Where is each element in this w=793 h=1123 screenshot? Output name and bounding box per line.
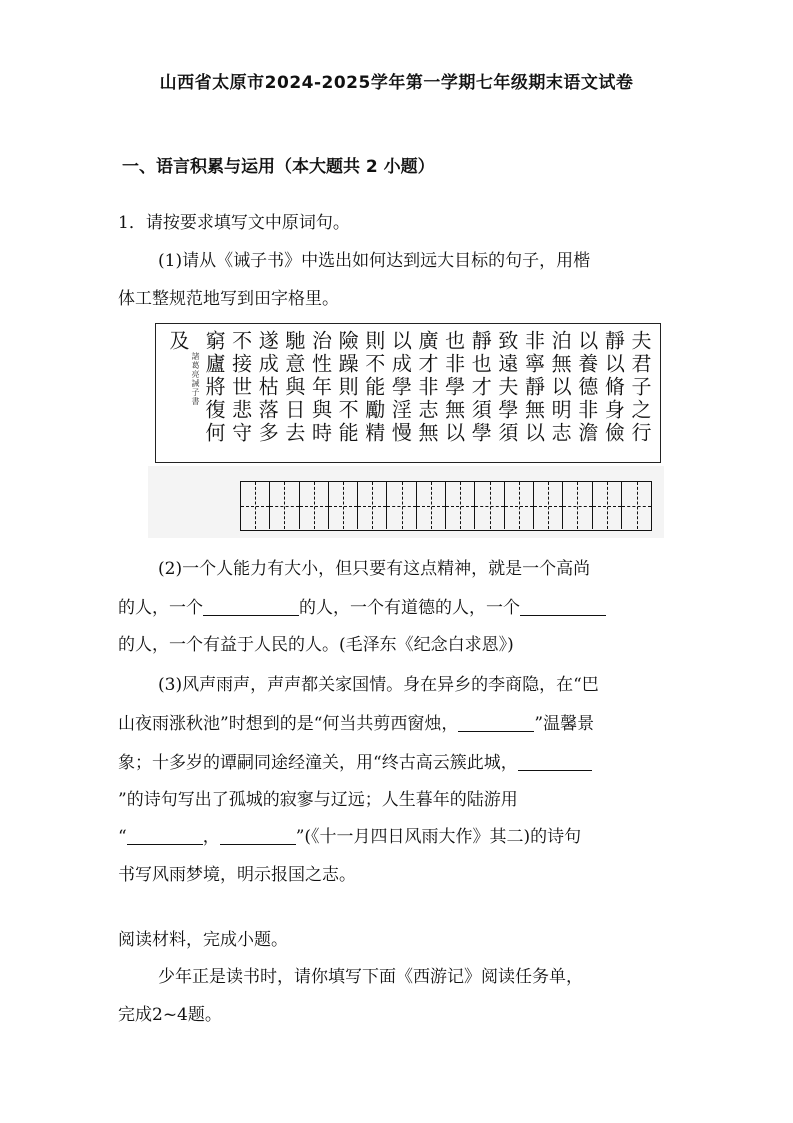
calligraphy-column: 致遠夫學須 [494, 330, 519, 445]
tianzige-grid[interactable] [240, 481, 652, 531]
text-segment: ， [202, 827, 220, 847]
grid-cell[interactable] [358, 482, 387, 529]
grid-cell[interactable] [241, 482, 270, 529]
calligraphy-image [155, 323, 661, 463]
answer-blank-6[interactable] [220, 826, 296, 845]
calligraphy-column: 非寧靜無以 [521, 330, 546, 445]
calligraphy-column: 不接世悲守 [228, 330, 253, 445]
grid-cell[interactable] [505, 482, 534, 529]
calligraphy-last-char: 及 [166, 330, 190, 353]
grid-cell[interactable] [329, 482, 358, 529]
subquestion-2-line1: (2)一个人能力有大小，但只要有这点精神，就是一个高尚 [158, 559, 591, 579]
text-segment: 的人，一个 [118, 598, 203, 618]
calligraphy-column: 靜以脩身儉 [601, 330, 626, 445]
calligraphy-column: 馳意與日去 [281, 330, 306, 445]
text-segment: 山夜雨涨秋池”时想到的是“何当共剪西窗烛， [118, 714, 459, 734]
calligraphy-column: 則不能勵精 [361, 330, 386, 445]
subquestion-1-line1: (1)请从《诫子书》中选出如何达到远大目标的句子，用楷 [158, 251, 591, 271]
calligraphy-column: 也非學無以 [441, 330, 466, 445]
reading-line2: 完成2~4题。 [118, 1005, 222, 1025]
grid-cell[interactable] [593, 482, 622, 529]
answer-blank-4[interactable] [518, 752, 592, 771]
calligraphy-column: 靜也才須學 [468, 330, 493, 445]
subquestion-3-line5 [118, 822, 581, 847]
subquestion-3-line1: (3)风声雨声，声声都关家国情。身在异乡的李商隐，在“巴 [158, 675, 599, 695]
answer-blank-5[interactable] [127, 826, 203, 845]
section-heading: 一、语言积累与运用（本大题共 2 小题） [122, 157, 435, 177]
grid-cell[interactable] [622, 482, 651, 529]
text-segment: 的人，一个有道德的人，一个 [299, 598, 520, 618]
calligraphy-column: 夫君子之行 [628, 330, 652, 445]
text-segment: 象；十多岁的谭嗣同途经潼关，用“终古高云簇此城， [118, 753, 518, 773]
subquestion-3-line2 [118, 709, 594, 734]
text-segment: “ [118, 827, 127, 847]
grid-cell[interactable] [417, 482, 446, 529]
text-segment: ”(《十一月四日风雨大作》其二)的诗句 [295, 827, 582, 847]
calligraphy-column: 以養德非澹 [574, 330, 599, 445]
subquestion-2-line3: 的人，一个有益于人民的人。(毛泽东《纪念白求恩》) [118, 635, 514, 655]
answer-blank-1[interactable] [203, 597, 299, 616]
answer-blank-3[interactable] [458, 713, 534, 732]
subquestion-3-line4: ”的诗句写出了孤城的寂寥与辽远；人生暮年的陆游用 [118, 790, 518, 810]
page-title: 山西省太原市2024-2025学年第一学期七年级期末语文试卷 [159, 73, 634, 93]
grid-cell[interactable] [563, 482, 592, 529]
calligraphy-column: 泊無以明志 [548, 330, 573, 445]
subquestion-2-line2 [118, 593, 606, 618]
calligraphy-column: 治性年與時 [308, 330, 333, 445]
grid-cell[interactable] [534, 482, 563, 529]
grid-cell[interactable] [446, 482, 475, 529]
reading-line1: 少年正是读书时，请你填写下面《西游记》阅读任务单， [158, 967, 583, 987]
answer-blank-2[interactable] [520, 597, 606, 616]
calligraphy-column: 窮廬將復何 [202, 330, 226, 445]
subquestion-3-line6: 书写风雨梦境，明示报国之志。 [118, 865, 356, 885]
reading-heading: 阅读材料，完成小题。 [118, 930, 288, 950]
calligraphy-column: 險躁則不能 [335, 330, 360, 445]
calligraphy-signature: 諸葛亮誡子書 [191, 352, 200, 406]
calligraphy-column: 廣才非志無 [415, 330, 439, 445]
subquestion-3-line3 [118, 748, 592, 773]
grid-cell[interactable] [475, 482, 504, 529]
grid-cell[interactable] [270, 482, 299, 529]
calligraphy-columns [204, 330, 650, 456]
text-segment: ”温馨景 [534, 714, 595, 734]
calligraphy-column: 遂成枯落多 [255, 330, 280, 445]
grid-cell[interactable] [300, 482, 329, 529]
grid-cell[interactable] [387, 482, 416, 529]
calligraphy-column: 以成學淫慢 [388, 330, 413, 445]
question-1-intro: 1．请按要求填写文中原词句。 [118, 213, 350, 233]
subquestion-1-line2: 体工整规范地写到田字格里。 [118, 289, 339, 309]
